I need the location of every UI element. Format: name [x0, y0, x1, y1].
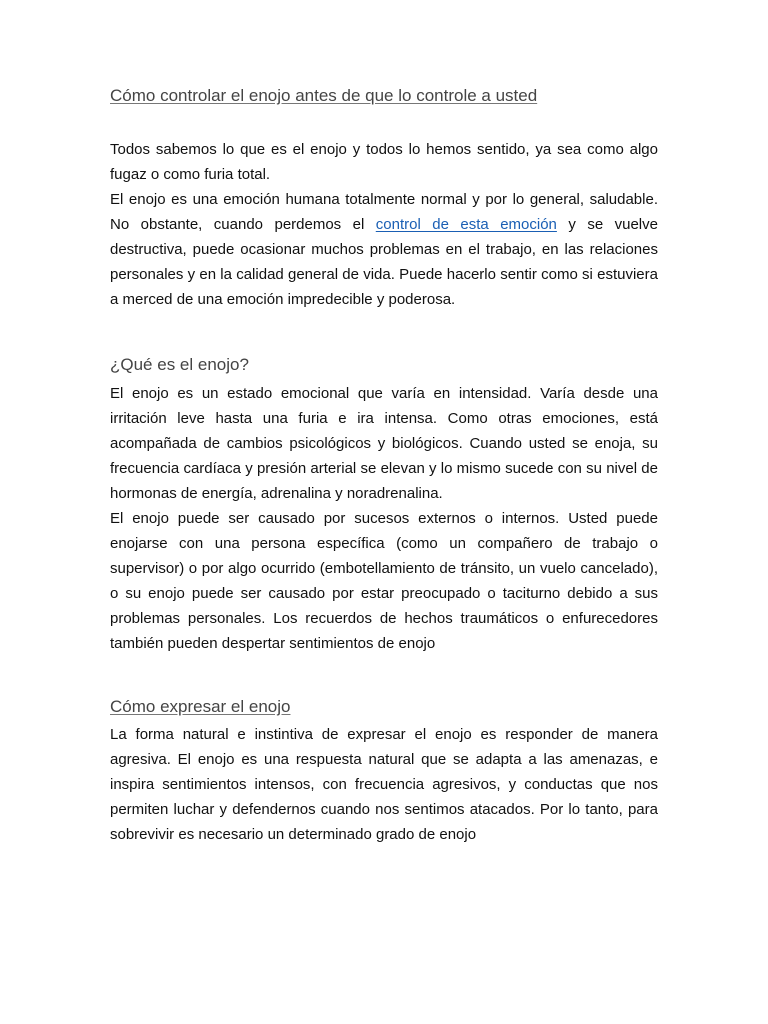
intro-paragraph-2-text-start: El enojo es una emoción humana totalmente normal y por lo general, saludable. No obstante, cuando perdemos el: [110, 191, 658, 233]
document-title: Cómo controlar el enojo antes de que lo controle a usted: [110, 86, 538, 105]
section-heading-que-es-el-enojo: ¿Qué es el enojo?: [110, 355, 249, 374]
intro-paragraph-2: [110, 187, 658, 312]
que-es-paragraph-1: El enojo es un estado emocional que varía en intensidad. Varía desde una irritación leve hasta una furia e ira intensa. Como otras emociones, está acompañada de cambios psicológicos y biológicos. Cuando usted se enoja, su frecuencia cardíaca y presión arterial se elevan y lo mismo sucede con su nivel de hormonas de energía, adrenalina y noradrenalina.: [110, 385, 658, 502]
intro-section: [110, 137, 658, 312]
que-es-paragraph-2: El enojo puede ser causado por sucesos externos o internos. Usted puede enojarse con una persona específica (como un compañero de trabajo o supervisor) o por algo ocurrido (embotellamiento de tránsito, un vuelo cancelado), o su enojo puede ser causado por estar preocupado o taciturno debido a sus problemas personales. Los recuerdos de hechos traumáticos o enfurecedores también pueden despertar sentimientos de enojo: [110, 510, 658, 652]
section-heading-como-expresar: Cómo expresar el enojo: [110, 697, 291, 716]
intro-paragraph-2-text-end: y se vuelve destructiva, puede ocasionar muchos problemas en el trabajo, en las relaciones personales y en la calidad general de vida. Puede hacerlo sentir como si estuviera a merced de una emoción impredecible y poderosa.: [110, 216, 658, 308]
que-es-section-body: [110, 381, 658, 656]
emotion-control-link[interactable]: control de esta emoción: [375, 216, 557, 233]
expresar-section-body: [110, 722, 658, 847]
intro-paragraph-1: Todos sabemos lo que es el enojo y todos lo hemos sentido, ya sea como algo fugaz o como furia total.: [110, 141, 658, 183]
expresar-paragraph-1: La forma natural e instintiva de expresar el enojo es responder de manera agresiva. El enojo es una respuesta natural que se adapta a las amenazas, e inspira sentimientos intensos, con frecuencia agresivos, y conductas que nos permiten luchar y defendernos cuando nos sentimos atacados. Por lo tanto, para sobrevivir es necesario un determinado grado de enojo: [110, 726, 658, 843]
